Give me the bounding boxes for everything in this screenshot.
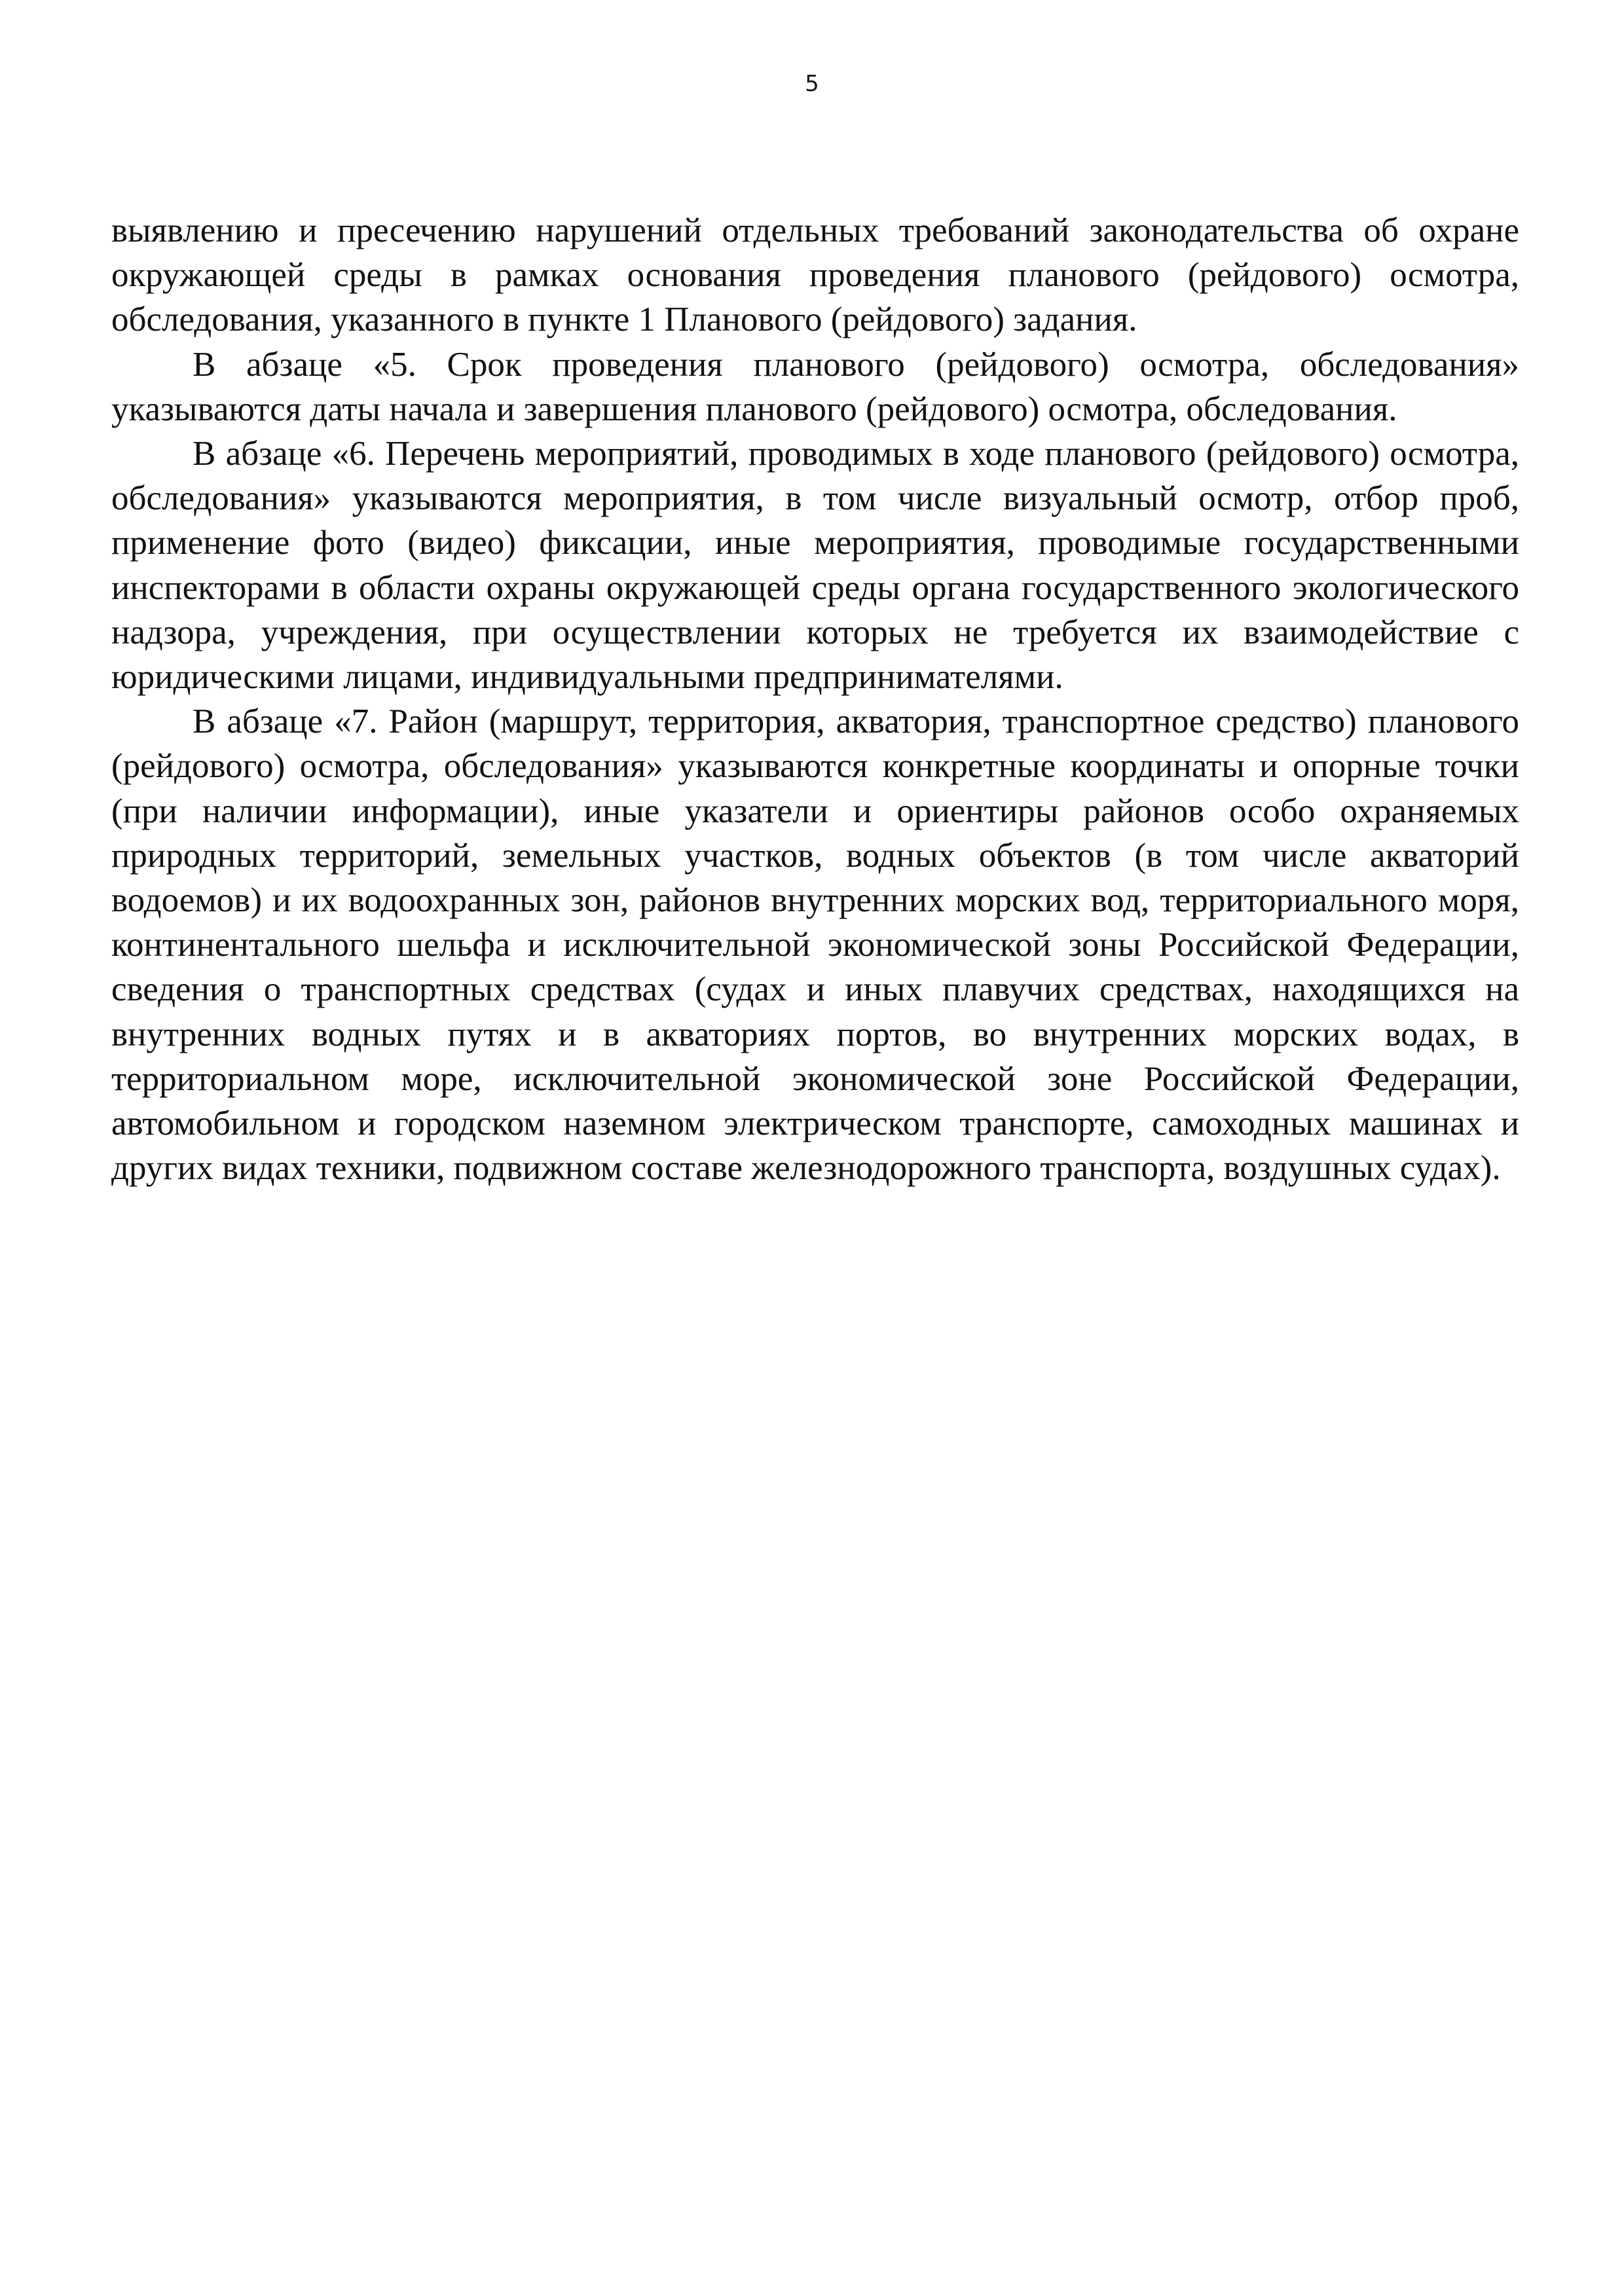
- paragraph-continuation: выявлению и пресечению нарушений отдельных требований законодательства об охране окружающей среды в рамках основания проведения планового (рейдового) осмотра, обследования, указанного в пункте 1 Планового (рейдового) задания.: [111, 211, 1519, 339]
- page-number: 5: [805, 71, 819, 97]
- paragraph-item-5: В абзаце «5. Срок проведения планового (рейдового) осмотра, обследования» указываются даты начала и завершения планового (рейдового) осмотра, обследования.: [111, 345, 1519, 428]
- document-body: [111, 208, 1519, 1190]
- paragraph-item-6: В абзаце «6. Перечень мероприятий, проводимых в ходе планового (рейдового) осмотра, обследования» указываются мероприятия, в том числе визуальный осмотр, отбор проб, применение фото (видео) фиксации, иные мероприятия, проводимые государственными инспекторами в области охраны окружающей среды органа государственного экологического надзора, учреждения, при осуществлении которых не требуется их взаимодействие с юридическими лицами, индивидуальными предпринимателями.: [111, 435, 1519, 697]
- paragraph-item-7: В абзаце «7. Район (маршрут, территория, акватория, транспортное средство) планового (рейдового) осмотра, обследования» указываются конкретные координаты и опорные точки (при наличии информации), иные указатели и ориентиры районов особо охраняемых природных территорий, земельных участков, водных объектов (в том числе акваторий водоемов) и их водоохранных зон, районов внутренних морских вод, территориального моря, континентального шельфа и исключительной экономической зоны Российской Федерации, сведения о транспортных средствах (судах и иных плавучих средствах, находящихся на внутренних водных путях и в акваториях портов, во внутренних морских водах, в территориальном море, исключительной экономической зоне Российской Федерации, автомобильном и городском наземном электрическом транспорте, самоходных машинах и других видах техники, подвижном составе железнодорожного транспорта, воздушных судах).: [111, 702, 1519, 1188]
